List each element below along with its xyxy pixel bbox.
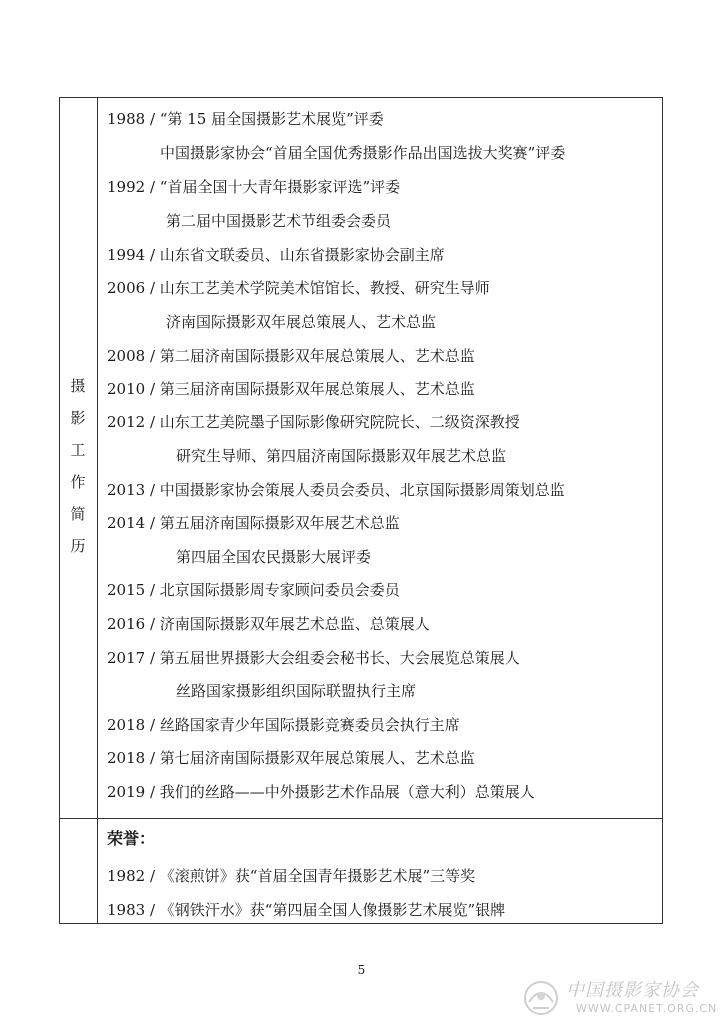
entry-text: 第二届济南国际摄影双年展总策展人、艺术总监 <box>159 347 475 365</box>
table-column-divider <box>97 97 98 924</box>
entry-text: 第三届济南国际摄影双年展总策展人、艺术总监 <box>159 380 475 398</box>
association-logo-icon <box>520 978 562 1018</box>
section-label-work-history <box>59 370 97 562</box>
history-entry <box>107 412 520 432</box>
entry-text: 丝路国家青少年国际摄影竞赛委员会执行主席 <box>159 716 460 734</box>
history-entry <box>107 782 535 802</box>
watermark <box>520 976 720 1020</box>
entry-text: 北京国际摄影周专家顾问委员会委员 <box>159 581 400 599</box>
entry-text: “第 15 届全国摄影艺术展览”评委 <box>159 110 384 128</box>
history-entry <box>107 278 490 298</box>
entry-text: 第七届济南国际摄影双年展总策展人、艺术总监 <box>159 749 475 767</box>
entry-text: 第五届世界摄影大会组委会秘书长、大会展览总策展人 <box>159 649 520 667</box>
history-entry <box>160 143 565 163</box>
entry-text: 第五届济南国际摄影双年展艺术总监 <box>159 514 400 532</box>
entry-text: 丝路国家摄影组织国际联盟执行主席 <box>176 682 417 700</box>
entry-text: 山东工艺美术学院美术馆馆长、教授、研究生导师 <box>159 279 490 297</box>
entry-text: 济南国际摄影双年展艺术总监、总策展人 <box>159 615 430 633</box>
entry-year: 2006 / <box>107 279 155 297</box>
history-entry <box>166 211 391 231</box>
entry-year: 2013 / <box>107 481 155 499</box>
entry-year: 2008 / <box>107 347 155 365</box>
history-entry <box>107 379 475 399</box>
section-label-char: 简 <box>70 505 86 523</box>
entry-year: 2014 / <box>107 514 155 532</box>
entry-text: 研究生导师、第四届济南国际摄影双年展艺术总监 <box>176 447 507 465</box>
history-entry <box>107 109 384 129</box>
watermark-name: 中国摄影家协会 <box>566 980 699 1001</box>
history-entry <box>107 177 400 197</box>
history-entry <box>107 748 475 768</box>
entry-text: 我们的丝路——中外摄影艺术作品展（意大利）总策展人 <box>159 783 535 801</box>
page-number: 5 <box>357 963 366 977</box>
history-entry <box>107 580 400 600</box>
entry-year: 2015 / <box>107 581 155 599</box>
honor-entry <box>107 900 505 920</box>
entry-year: 1994 / <box>107 246 155 264</box>
section-label-char: 作 <box>70 473 86 491</box>
entry-year: 2016 / <box>107 615 155 633</box>
history-entry <box>107 245 445 265</box>
history-entry <box>107 346 475 366</box>
history-entry <box>176 547 371 567</box>
history-entry <box>107 513 400 533</box>
entry-text: “首届全国十大青年摄影家评选”评委 <box>159 178 401 196</box>
table-row-divider <box>59 818 663 819</box>
entry-year: 2019 / <box>107 783 155 801</box>
entry-year: 2017 / <box>107 649 155 667</box>
section-label-char: 历 <box>70 537 86 555</box>
entry-text: 《滚煎饼》获“首届全国青年摄影艺术展”三等奖 <box>159 867 476 885</box>
entry-text: 济南国际摄影双年展总策展人、艺术总监 <box>166 313 437 331</box>
entry-year: 2010 / <box>107 380 155 398</box>
entry-year: 1988 / <box>107 110 155 128</box>
entry-text: 第二届中国摄影艺术节组委会委员 <box>166 212 392 230</box>
honors-heading: 荣誉： <box>107 829 156 848</box>
history-entry <box>176 446 506 466</box>
section-label-char: 摄 <box>70 377 86 395</box>
entry-text: 《钢铁汗水》获“第四届全国人像摄影艺术展览”银牌 <box>159 901 506 919</box>
history-entry <box>107 614 430 634</box>
section-label-char: 影 <box>70 409 86 427</box>
history-entry <box>107 648 520 668</box>
history-entry <box>107 480 565 500</box>
watermark-url: WWW.CPANET.ORG.CN <box>576 1002 718 1015</box>
history-entry <box>176 681 416 701</box>
history-entry <box>107 715 460 735</box>
history-entry <box>166 312 436 332</box>
entry-year: 1982 / <box>107 867 155 885</box>
section-label-char: 工 <box>70 441 86 459</box>
entry-year: 2012 / <box>107 413 155 431</box>
entry-year: 2018 / <box>107 716 155 734</box>
entry-text: 中国摄影家协会“首届全国优秀摄影作品出国选拔大奖赛”评委 <box>160 144 566 162</box>
entry-text: 山东省文联委员、山东省摄影家协会副主席 <box>159 246 445 264</box>
entry-text: 中国摄影家协会策展人委员会委员、北京国际摄影周策划总监 <box>159 481 565 499</box>
entry-year: 1983 / <box>107 901 155 919</box>
honor-entry <box>107 866 475 886</box>
entry-text: 山东工艺美院墨子国际影像研究院院长、二级资深教授 <box>159 413 520 431</box>
entry-year: 1992 / <box>107 178 155 196</box>
entry-year: 2018 / <box>107 749 155 767</box>
entry-text: 第四届全国农民摄影大展评委 <box>176 548 372 566</box>
